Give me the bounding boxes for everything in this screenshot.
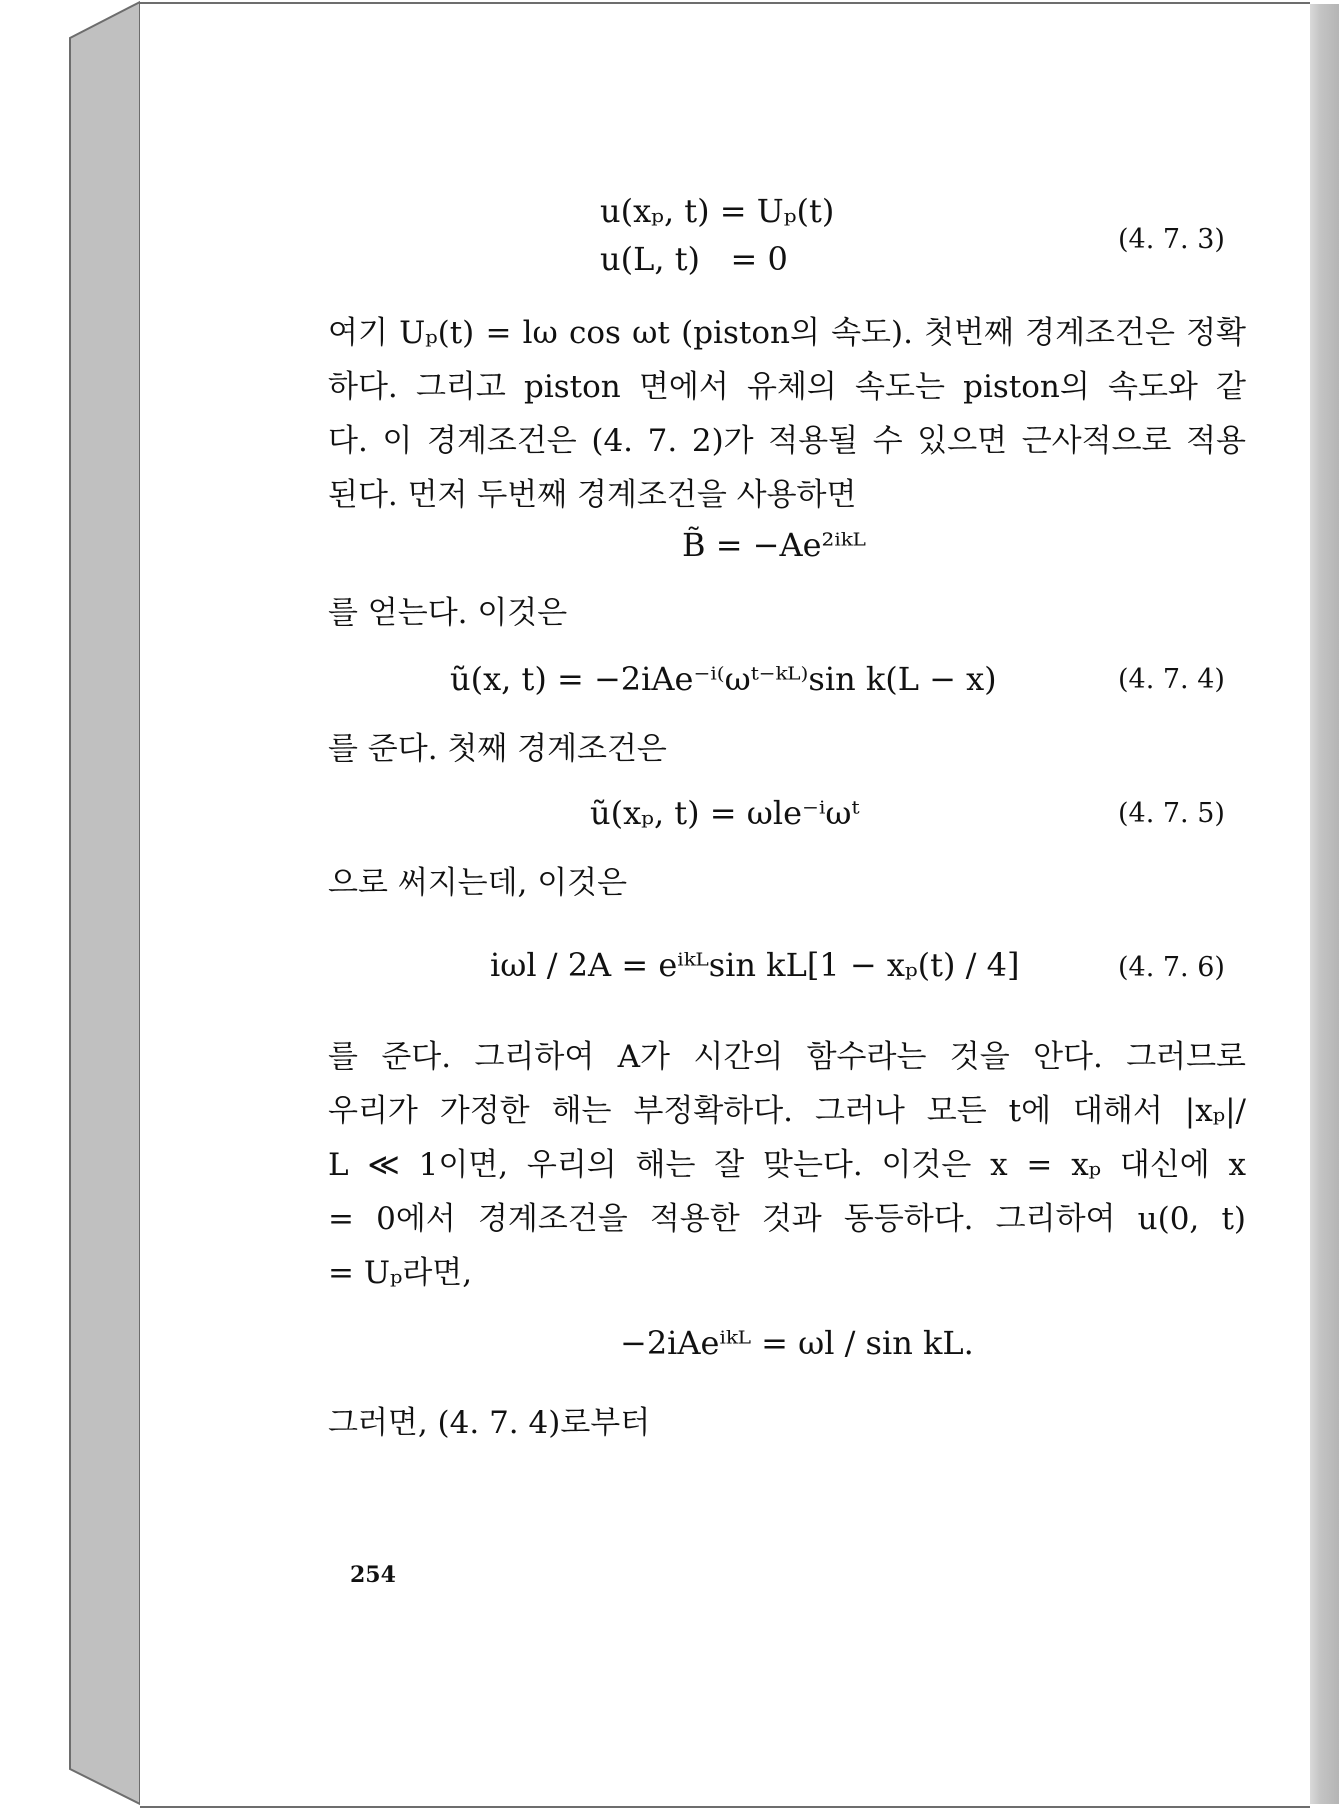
- page-edge-shadow: [1310, 4, 1339, 1804]
- equation-number-4-7-3: (4. 7. 3): [1118, 224, 1225, 255]
- equation-4-7-3-line2: u(L, t) = 0: [600, 240, 788, 278]
- paragraph-2-line-2: 우리가 가정한 해는 부정확하다. 그러나 모든 t에 대해서 |xₚ|/: [328, 1093, 1246, 1129]
- equation-number-4-7-5: (4. 7. 5): [1118, 798, 1225, 829]
- equation-number-4-7-6: (4. 7. 6): [1118, 952, 1225, 983]
- text-then: 그러면, (4. 7. 4)로부터: [328, 1405, 651, 1441]
- equation-4-7-3-line1: u(xₚ, t) = Uₚ(t): [600, 192, 835, 230]
- paragraph-1-line-4: 된다. 먼저 두번째 경계조건을 사용하면: [328, 477, 857, 513]
- page-number: 254: [350, 1562, 396, 1588]
- equation-last: −2iAeⁱᵏᴸ = ωl / sin kL.: [620, 1324, 974, 1362]
- document-page: [140, 2, 1310, 1808]
- paragraph-2-line-3: L ≪ 1이면, 우리의 해는 잘 맞는다. 이것은 x = xₚ 대신에 x: [328, 1147, 1246, 1183]
- paragraph-2-line-5: = Uₚ라면,: [328, 1255, 473, 1291]
- equation-4-7-4: ũ(x, t) = −2iAe⁻ⁱ⁽ωᵗ⁻ᵏᴸ⁾sin k(L − x): [450, 660, 997, 698]
- book-spine: [0, 0, 140, 1806]
- equation-4-7-6: iωl / 2A = eⁱᵏᴸsin kL[1 − xₚ(t) / 4]: [490, 946, 1020, 984]
- paragraph-2-line-1: 를 준다. 그리하여 A가 시간의 함수라는 것을 안다. 그러므로: [328, 1039, 1246, 1075]
- paragraph-1-line-1: 여기 Uₚ(t) = lω cos ωt (piston의 속도). 첫번째 경계조건은 정확: [328, 315, 1246, 351]
- paragraph-1-line-3: 다. 이 경계조건은 (4. 7. 2)가 적용될 수 있으면 근사적으로 적용: [328, 423, 1246, 459]
- text-gives-1: 를 준다. 첫째 경계조건은: [328, 731, 667, 767]
- equation-4-7-5: ũ(xₚ, t) = ωle⁻ⁱωᵗ: [590, 794, 860, 832]
- paragraph-1-line-2: 하다. 그리고 piston 면에서 유체의 속도는 piston의 속도와 같: [328, 369, 1246, 405]
- text-obtain: 를 얻는다. 이것은: [328, 595, 568, 631]
- equation-number-4-7-4: (4. 7. 4): [1118, 664, 1225, 695]
- text-written: 으로 써지는데, 이것은: [328, 865, 628, 901]
- paragraph-2-line-4: = 0에서 경계조건을 적용한 것과 동등하다. 그리하여 u(0, t): [328, 1201, 1246, 1237]
- equation-b-tilde: B̃ = −Ae²ⁱᵏᴸ: [682, 526, 866, 564]
